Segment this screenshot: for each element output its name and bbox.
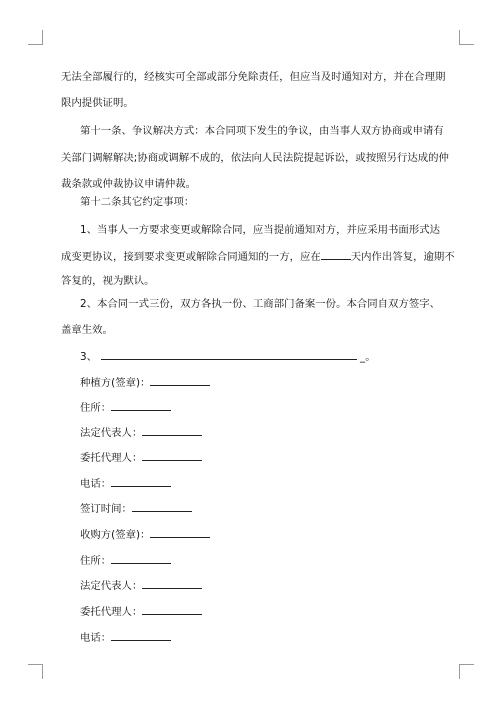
crop-mark-top-left [28,30,43,45]
sign-time-field[interactable] [132,500,192,512]
buyer-signature-label: 收购方(签章)： [80,529,151,541]
item-2-line: 2、本合同一式三份，双方各执一份、工商部门备案一份。本合同自双方签字、 [80,298,440,310]
buyer-agent-row [80,603,202,619]
grower-address-label: 住所： [80,402,112,414]
buyer-agent-field[interactable] [142,603,202,615]
buyer-address-row [80,552,171,568]
crop-mark-bottom-left [28,664,43,679]
buyer-address-label: 住所： [80,555,112,567]
item-1-line [61,248,455,264]
grower-address-field[interactable] [111,399,171,411]
item-3-blank-field[interactable] [101,348,357,360]
item-3-label: 3、 [80,351,98,363]
grower-agent-field[interactable] [142,449,202,461]
grower-agent-label: 委托代理人： [80,452,143,464]
article-11-line: 关部门调解解决;协商或调解不成的，依法向人民法院提起诉讼，或按照另行达成的仲 [61,152,449,164]
days-blank-field[interactable] [321,248,351,260]
buyer-signature-field[interactable] [150,526,210,538]
grower-legal-rep-row [80,424,202,440]
item-3-line [80,348,376,364]
item-1-text-before-blank: 成变更协议，接到要求变更或解除合同通知的一方，应在 [61,251,321,263]
item-3-end: _。 [360,351,376,363]
buyer-legal-rep-label: 法定代表人： [80,580,143,592]
buyer-agent-label: 委托代理人： [80,606,143,618]
grower-address-row [80,399,171,415]
buyer-legal-rep-field[interactable] [142,577,202,589]
item-1-line: 1、当事人一方要求变更或解除合同，应当提前通知对方，并应采用书面形式达 [80,224,440,236]
article-11-line: 裁条款或仲裁协议申请仲裁。 [61,178,197,190]
grower-agent-row [80,449,202,465]
buyer-address-field[interactable] [111,552,171,564]
item-1-text-after-blank: 天内作出答复，逾期不 [350,251,455,263]
buyer-phone-row [80,629,171,645]
article-11-line: 第十一条、争议解决方式：本合同项下发生的争议，由当事人双方协商或申请有 [80,125,444,137]
grower-signature-row [80,374,210,390]
buyer-legal-rep-row [80,577,202,593]
buyer-phone-field[interactable] [111,629,171,641]
crop-mark-bottom-right [459,664,474,679]
grower-phone-row [80,475,171,491]
grower-signature-label: 种植方(签章)： [80,377,151,389]
article-12-title: 第十二条其它约定事项： [80,196,195,208]
grower-signature-field[interactable] [150,374,210,386]
buyer-signature-row [80,526,210,542]
grower-legal-rep-label: 法定代表人： [80,427,143,439]
item-2-line: 盖章生效。 [61,324,113,336]
sign-time-label: 签订时间： [80,503,132,515]
sign-time-row [80,500,192,516]
crop-mark-top-right [459,30,474,45]
grower-phone-label: 电话： [80,478,112,490]
grower-legal-rep-field[interactable] [142,424,202,436]
item-1-line: 答复的，视为默认。 [61,275,155,287]
buyer-phone-label: 电话： [80,632,112,644]
grower-phone-field[interactable] [111,475,171,487]
paragraph-line: 无法全部履行的，经核实可全部或部分免除责任，但应当及时通知对方，并在合理期 [61,71,446,83]
paragraph-line: 限内提供证明。 [61,97,134,109]
